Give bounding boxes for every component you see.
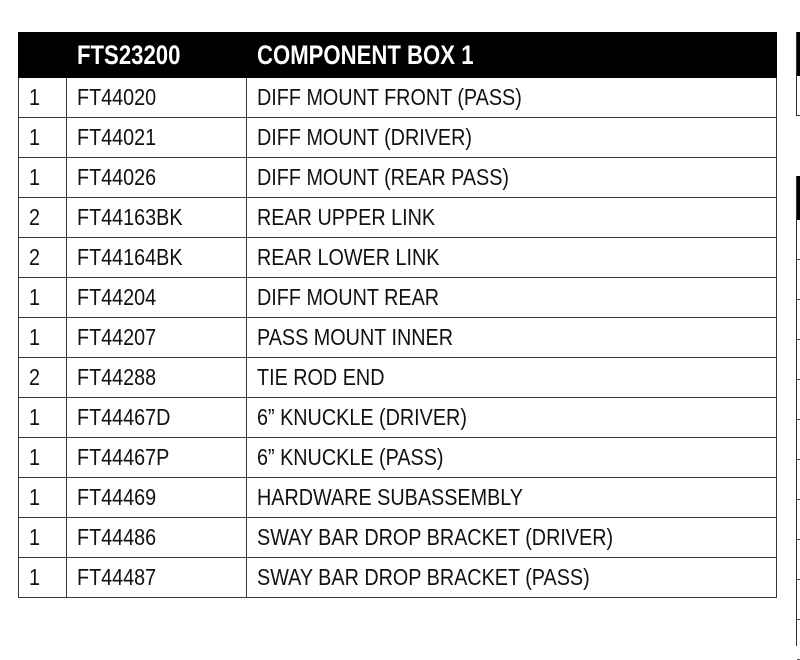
adjacent-table-fragment-bottom [796, 176, 800, 646]
qty-cell [19, 278, 67, 318]
qty-cell [19, 198, 67, 238]
header-part-number-label: FTS23200 [77, 39, 181, 70]
description-cell [247, 118, 777, 158]
part-number-cell [67, 78, 247, 118]
table-row [19, 158, 777, 198]
description-cell-text: HARDWARE SUBASSEMBLY [257, 484, 523, 510]
part-number-cell-text: FT44021 [77, 124, 157, 150]
table-row [19, 198, 777, 238]
qty-cell [19, 358, 67, 398]
description-cell-text: 6” KNUCKLE (DRIVER) [257, 404, 467, 430]
table-row [19, 118, 777, 158]
qty-cell [19, 398, 67, 438]
header-description [247, 33, 777, 78]
part-number-cell [67, 438, 247, 478]
description-cell [247, 78, 777, 118]
description-cell [247, 318, 777, 358]
description-cell-text: 6” KNUCKLE (PASS) [257, 444, 444, 470]
description-cell-text: TIE ROD END [257, 364, 385, 390]
description-cell [247, 478, 777, 518]
part-number-cell [67, 358, 247, 398]
description-cell-text: PASS MOUNT INNER [257, 324, 453, 350]
part-number-cell [67, 158, 247, 198]
description-cell-text: SWAY BAR DROP BRACKET (DRIVER) [257, 524, 614, 550]
qty-cell-text: 2 [29, 204, 41, 230]
part-number-cell-text: FT44469 [77, 484, 157, 510]
qty-cell-text: 1 [29, 124, 41, 150]
description-cell-text: REAR UPPER LINK [257, 204, 436, 230]
description-cell [247, 158, 777, 198]
part-number-cell-text: FT44207 [77, 324, 157, 350]
part-number-cell-text: FT44487 [77, 564, 157, 590]
qty-cell-text: 2 [29, 244, 41, 270]
description-cell-text: SWAY BAR DROP BRACKET (PASS) [257, 564, 590, 590]
table-row [19, 478, 777, 518]
description-cell [247, 438, 777, 478]
part-number-cell-text: FT44467P [77, 444, 170, 470]
description-cell [247, 358, 777, 398]
qty-cell [19, 518, 67, 558]
adjacent-table-fragment-top [796, 32, 800, 116]
part-number-cell-text: FT44486 [77, 524, 157, 550]
table-row [19, 318, 777, 358]
part-number-cell-text: FT44204 [77, 284, 157, 310]
table-body [19, 78, 777, 598]
part-number-cell [67, 518, 247, 558]
header-part-number [67, 33, 247, 78]
qty-cell-text: 1 [29, 564, 41, 590]
part-number-cell-text: FT44163BK [77, 204, 183, 230]
qty-cell [19, 478, 67, 518]
qty-cell-text: 1 [29, 84, 41, 110]
header-description-label: COMPONENT BOX 1 [257, 39, 474, 70]
table-header-row [19, 33, 777, 78]
table-row [19, 278, 777, 318]
qty-cell [19, 438, 67, 478]
description-cell [247, 238, 777, 278]
description-cell-text: DIFF MOUNT (REAR PASS) [257, 164, 510, 190]
qty-cell-text: 1 [29, 444, 41, 470]
description-cell [247, 398, 777, 438]
header-qty [19, 33, 67, 78]
qty-cell-text: 2 [29, 364, 41, 390]
qty-cell [19, 238, 67, 278]
qty-cell-text: 1 [29, 164, 41, 190]
table-row [19, 518, 777, 558]
part-number-cell [67, 478, 247, 518]
qty-cell [19, 118, 67, 158]
qty-cell [19, 158, 67, 198]
component-box-table [18, 32, 777, 598]
table-row [19, 398, 777, 438]
description-cell [247, 518, 777, 558]
part-number-cell [67, 198, 247, 238]
part-number-cell-text: FT44288 [77, 364, 157, 390]
description-cell [247, 278, 777, 318]
table-row [19, 78, 777, 118]
part-number-cell-text: FT44467D [77, 404, 171, 430]
part-number-cell-text: FT44026 [77, 164, 157, 190]
part-number-cell [67, 238, 247, 278]
description-cell-text: DIFF MOUNT (DRIVER) [257, 124, 473, 150]
part-number-cell [67, 398, 247, 438]
description-cell-text: DIFF MOUNT REAR [257, 284, 440, 310]
qty-cell-text: 1 [29, 324, 41, 350]
part-number-cell [67, 118, 247, 158]
part-number-cell-text: FT44164BK [77, 244, 183, 270]
description-cell [247, 198, 777, 238]
part-number-cell [67, 318, 247, 358]
table-row [19, 358, 777, 398]
table-row [19, 238, 777, 278]
description-cell [247, 558, 777, 598]
part-number-cell [67, 278, 247, 318]
description-cell-text: DIFF MOUNT FRONT (PASS) [257, 84, 522, 110]
qty-cell [19, 558, 67, 598]
qty-cell-text: 1 [29, 284, 41, 310]
description-cell-text: REAR LOWER LINK [257, 244, 440, 270]
qty-cell-text: 1 [29, 524, 41, 550]
table-row [19, 438, 777, 478]
part-number-cell [67, 558, 247, 598]
qty-cell-text: 1 [29, 404, 41, 430]
part-number-cell-text: FT44020 [77, 84, 157, 110]
qty-cell [19, 78, 67, 118]
qty-cell [19, 318, 67, 358]
table-row [19, 558, 777, 598]
qty-cell-text: 1 [29, 484, 41, 510]
